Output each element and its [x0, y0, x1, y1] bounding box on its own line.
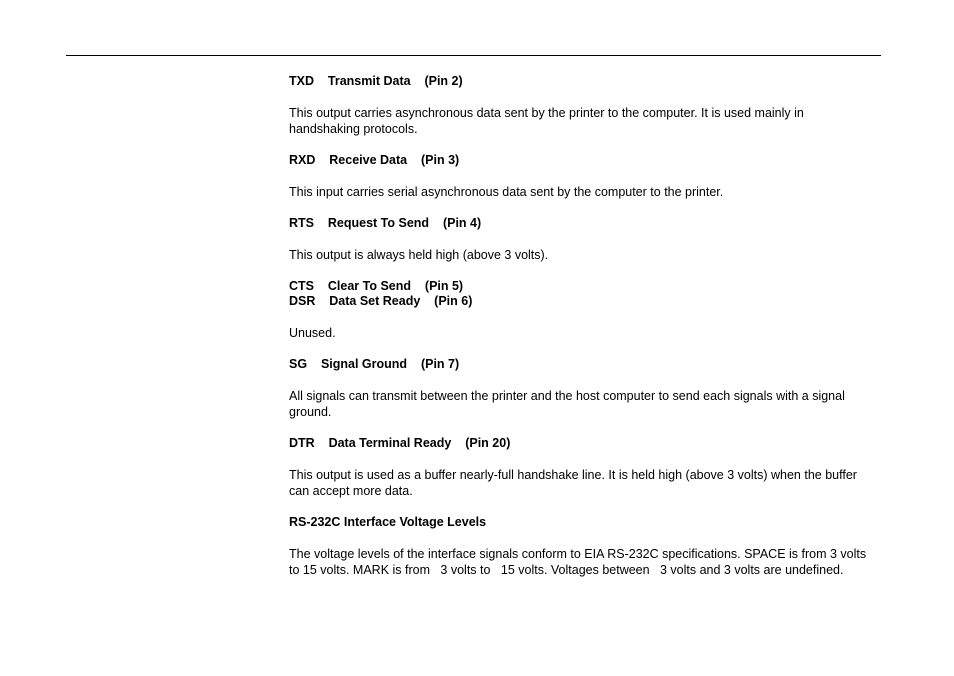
cts-heading: CTS Clear To Send (Pin 5) [289, 279, 464, 293]
rxd-description: This input carries serial asynchronous data sent by the computer to the printer. [289, 185, 724, 199]
voltage-levels-heading: RS-232C Interface Voltage Levels [289, 515, 487, 529]
voltage-levels-description: The voltage levels of the interface signals conform to EIA RS-232C specifications. SPACE is from 3 volts to 15 volts. MARK is from 3 volts to 15 volts. Voltages between 3 volts and 3 volts are undefined. [289, 547, 870, 577]
sg-heading: SG Signal Ground (Pin 7) [289, 357, 460, 371]
txd-heading: TXD Transmit Data (Pin 2) [289, 74, 463, 88]
dsr-heading: DSR Data Set Ready (Pin 6) [289, 294, 473, 308]
dtr-heading: DTR Data Terminal Ready (Pin 20) [289, 436, 511, 450]
document-body [289, 74, 873, 594]
cts-dsr-description: Unused. [289, 326, 336, 340]
rxd-heading: RXD Receive Data (Pin 3) [289, 153, 460, 167]
sg-description: All signals can transmit between the printer and the host computer to send each signals with a signal ground. [289, 389, 849, 419]
rts-heading: RTS Request To Send (Pin 4) [289, 216, 482, 230]
dtr-description: This output is used as a buffer nearly-full handshake line. It is held high (above 3 volts) when the buffer can accept more data. [289, 468, 861, 498]
page-header-rule [66, 55, 881, 56]
txd-description: This output carries asynchronous data sent by the printer to the computer. It is used mainly in handshaking protocols. [289, 106, 808, 136]
rts-description: This output is always held high (above 3 volts). [289, 248, 549, 262]
